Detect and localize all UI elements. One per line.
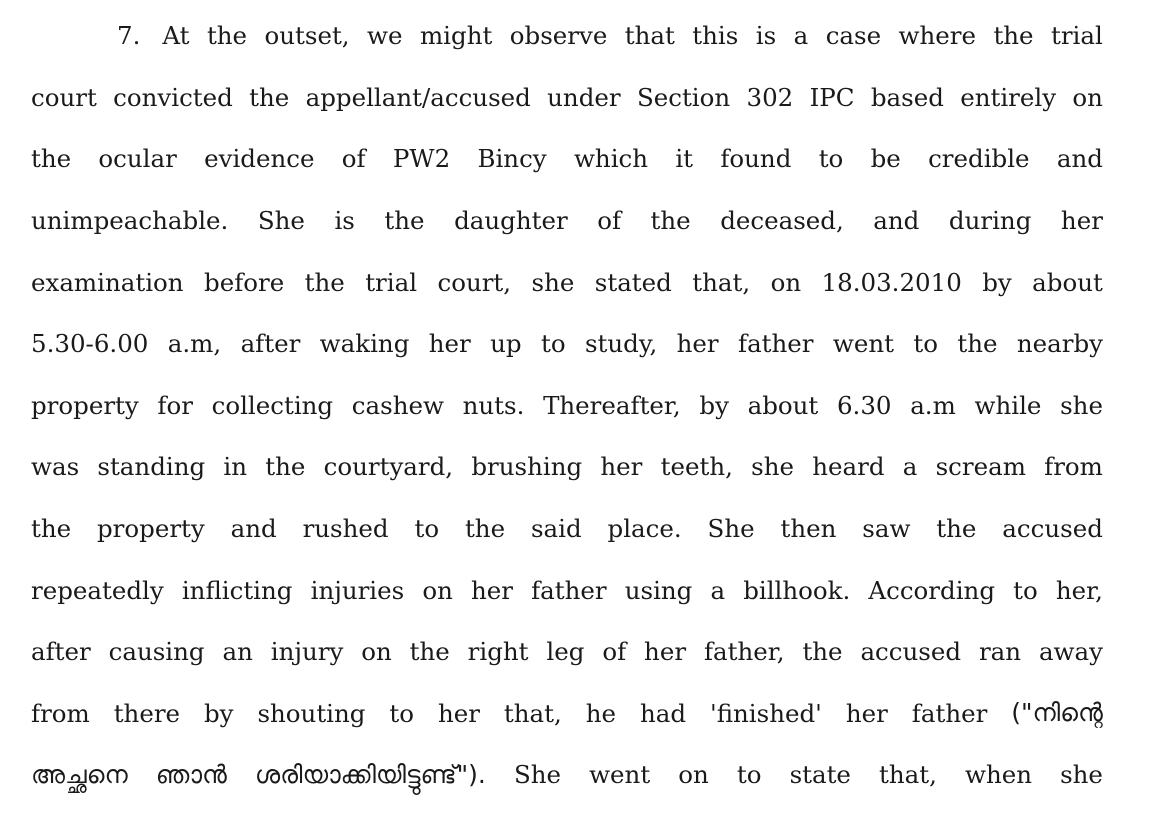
word: away (1038, 637, 1103, 667)
word: where (898, 21, 976, 51)
text-line-9 (31, 498, 1103, 560)
word: of (597, 206, 622, 236)
word: her (676, 329, 719, 359)
word: brushing (471, 452, 583, 482)
word: ശരിയാക്കിയിട്ടുണ്ട്"). (254, 759, 486, 789)
word: the (31, 514, 72, 544)
paragraph-number: 7. (117, 21, 141, 51)
word: case (825, 21, 882, 51)
word: on (1072, 82, 1103, 112)
word: property (31, 390, 139, 420)
word: to (389, 698, 415, 728)
word: is (334, 206, 355, 236)
word: to (913, 329, 938, 359)
word: when (964, 760, 1032, 790)
word: before (204, 267, 285, 297)
word: he (585, 698, 616, 728)
word: credible (928, 144, 1030, 174)
word: injury (270, 637, 344, 667)
word: father, (703, 637, 785, 667)
word: for (157, 390, 193, 420)
word: the (957, 329, 998, 359)
word: She (707, 514, 755, 544)
word: from (1044, 452, 1103, 482)
word: there (113, 698, 181, 728)
word: after (31, 637, 91, 667)
word: her, (1055, 575, 1103, 605)
word: on (422, 575, 453, 605)
word: she (751, 452, 794, 482)
word: is (755, 21, 777, 51)
word: the (409, 637, 450, 667)
word: billhook. (743, 575, 851, 605)
word: from (31, 698, 90, 728)
word: then (780, 514, 837, 544)
word: a (793, 21, 809, 51)
word: the (206, 21, 248, 51)
word: waking (319, 329, 410, 359)
word: ocular (98, 144, 177, 174)
word: outset, (264, 21, 350, 51)
word: up (490, 329, 522, 359)
word: saw (862, 514, 911, 544)
word: According (868, 575, 996, 605)
word: on (678, 760, 709, 790)
word: court, (437, 267, 512, 297)
word: the (265, 452, 306, 482)
word: the (650, 206, 691, 236)
word: the (249, 82, 290, 112)
word: and (873, 206, 920, 236)
word: she (1060, 760, 1103, 790)
word: property (97, 514, 205, 544)
text-line-13 (31, 744, 1103, 806)
word: study, (584, 329, 658, 359)
word: 'finished' (709, 698, 822, 728)
word: ran (978, 637, 1022, 667)
word: to (1013, 575, 1038, 605)
word: to (818, 144, 844, 174)
word: a (710, 575, 726, 605)
word: and (1056, 144, 1103, 174)
word: using (624, 575, 693, 605)
word: and (230, 514, 277, 544)
text-line-7 (31, 375, 1103, 437)
word: an (222, 637, 253, 667)
word: the (993, 21, 1034, 51)
word: she (531, 267, 575, 297)
word: She (257, 206, 305, 236)
word: be (870, 144, 901, 174)
word: examination (31, 267, 184, 297)
word: we (367, 21, 403, 51)
text-line-3 (31, 128, 1103, 190)
word: the (31, 144, 72, 174)
word: standing (97, 452, 206, 482)
word: 5.30-6.00 (31, 329, 149, 359)
word: court (31, 82, 97, 112)
word: ("നിന്റെ (1011, 698, 1103, 728)
word: nuts. (462, 390, 525, 420)
word: Thereafter, (543, 390, 681, 420)
word: collecting (211, 390, 334, 420)
word: right (467, 637, 529, 667)
word: to (541, 329, 566, 359)
word: the (936, 514, 977, 544)
word: this (692, 21, 739, 51)
word: അച്ഛനെ (31, 759, 128, 789)
word: by (982, 267, 1012, 297)
word: went (589, 760, 651, 790)
word: father (531, 575, 607, 605)
word: place. (607, 514, 682, 544)
word: entirely (960, 82, 1057, 112)
word: which (573, 144, 649, 174)
word: that (624, 21, 675, 51)
word: At (162, 21, 190, 51)
word: trial (365, 267, 418, 297)
word: convicted (113, 82, 233, 112)
text-line-8 (31, 436, 1103, 498)
word: teeth, (660, 452, 733, 482)
word: accused (860, 637, 962, 667)
word: that, (879, 760, 937, 790)
word: went (832, 329, 894, 359)
text-line-11 (31, 621, 1103, 683)
word: her (437, 698, 480, 728)
word: shouting (257, 698, 366, 728)
word: that, (503, 698, 562, 728)
word: unimpeachable. (31, 206, 229, 236)
word: of (602, 637, 627, 667)
word: rushed (302, 514, 389, 544)
word: a.m, (167, 329, 222, 359)
word: accused (1002, 514, 1103, 544)
word: repeatedly (31, 575, 164, 605)
text-line-2 (31, 67, 1103, 129)
line-text (162, 21, 1103, 50)
word: courtyard, (323, 452, 454, 482)
word: by (203, 698, 234, 728)
word: she (1060, 390, 1103, 420)
word: father (738, 329, 814, 359)
word: her (644, 637, 687, 667)
word: cashew (351, 390, 444, 420)
word: about (1032, 267, 1103, 297)
word: found (720, 144, 792, 174)
word: leg (546, 637, 585, 667)
word: to (414, 514, 440, 544)
word: her (1060, 206, 1103, 236)
word: that, (692, 267, 751, 297)
word: PW2 (392, 144, 451, 174)
text-line-1 (31, 5, 1103, 67)
word: of (341, 144, 366, 174)
word: She (513, 760, 561, 790)
word: the (384, 206, 425, 236)
word: deceased, (720, 206, 844, 236)
text-line-6 (31, 313, 1103, 375)
word: 302 (746, 82, 794, 112)
word: might (419, 21, 493, 51)
word: about (747, 390, 819, 420)
word: her (470, 575, 513, 605)
word: nearby (1016, 329, 1103, 359)
word: by (699, 390, 729, 420)
text-line-5 (31, 251, 1103, 313)
word: Section (636, 82, 731, 112)
word: to (736, 760, 762, 790)
word: ഞാൻ (155, 759, 227, 789)
word: observe (509, 21, 608, 51)
judgment-page (31, 0, 1103, 801)
word: had (639, 698, 687, 728)
word: state (789, 760, 851, 790)
word: it (675, 144, 694, 174)
text-line-12 (31, 683, 1103, 745)
word: stated (594, 267, 672, 297)
word: trial (1051, 21, 1103, 51)
word: her (428, 329, 471, 359)
word: a (902, 452, 918, 482)
word: her (600, 452, 643, 482)
word: under (547, 82, 621, 112)
word: father (911, 698, 988, 728)
word: a.m (910, 390, 956, 420)
word: evidence (204, 144, 315, 174)
word: scream (935, 452, 1026, 482)
word: said (530, 514, 582, 544)
word: based (870, 82, 944, 112)
word: 18.03.2010 (821, 267, 962, 297)
word: injuries (310, 575, 405, 605)
word: IPC (809, 82, 855, 112)
word: heard (812, 452, 885, 482)
word: in (223, 452, 248, 482)
word: the (464, 514, 506, 544)
word: her (845, 698, 888, 728)
word: the (802, 637, 843, 667)
word: the (304, 267, 345, 297)
text-line-10 (31, 559, 1103, 621)
word: Bincy (477, 144, 547, 174)
word: while (974, 390, 1042, 420)
word: during (948, 206, 1032, 236)
word: after (240, 329, 301, 359)
word: inflicting (181, 575, 293, 605)
word: 6.30 (836, 390, 892, 420)
word: was (31, 452, 80, 482)
word: on (361, 637, 392, 667)
word: daughter (454, 206, 568, 236)
word: on (770, 267, 802, 297)
word: appellant/accused (305, 82, 531, 112)
word: causing (108, 637, 205, 667)
text-line-4 (31, 190, 1103, 252)
